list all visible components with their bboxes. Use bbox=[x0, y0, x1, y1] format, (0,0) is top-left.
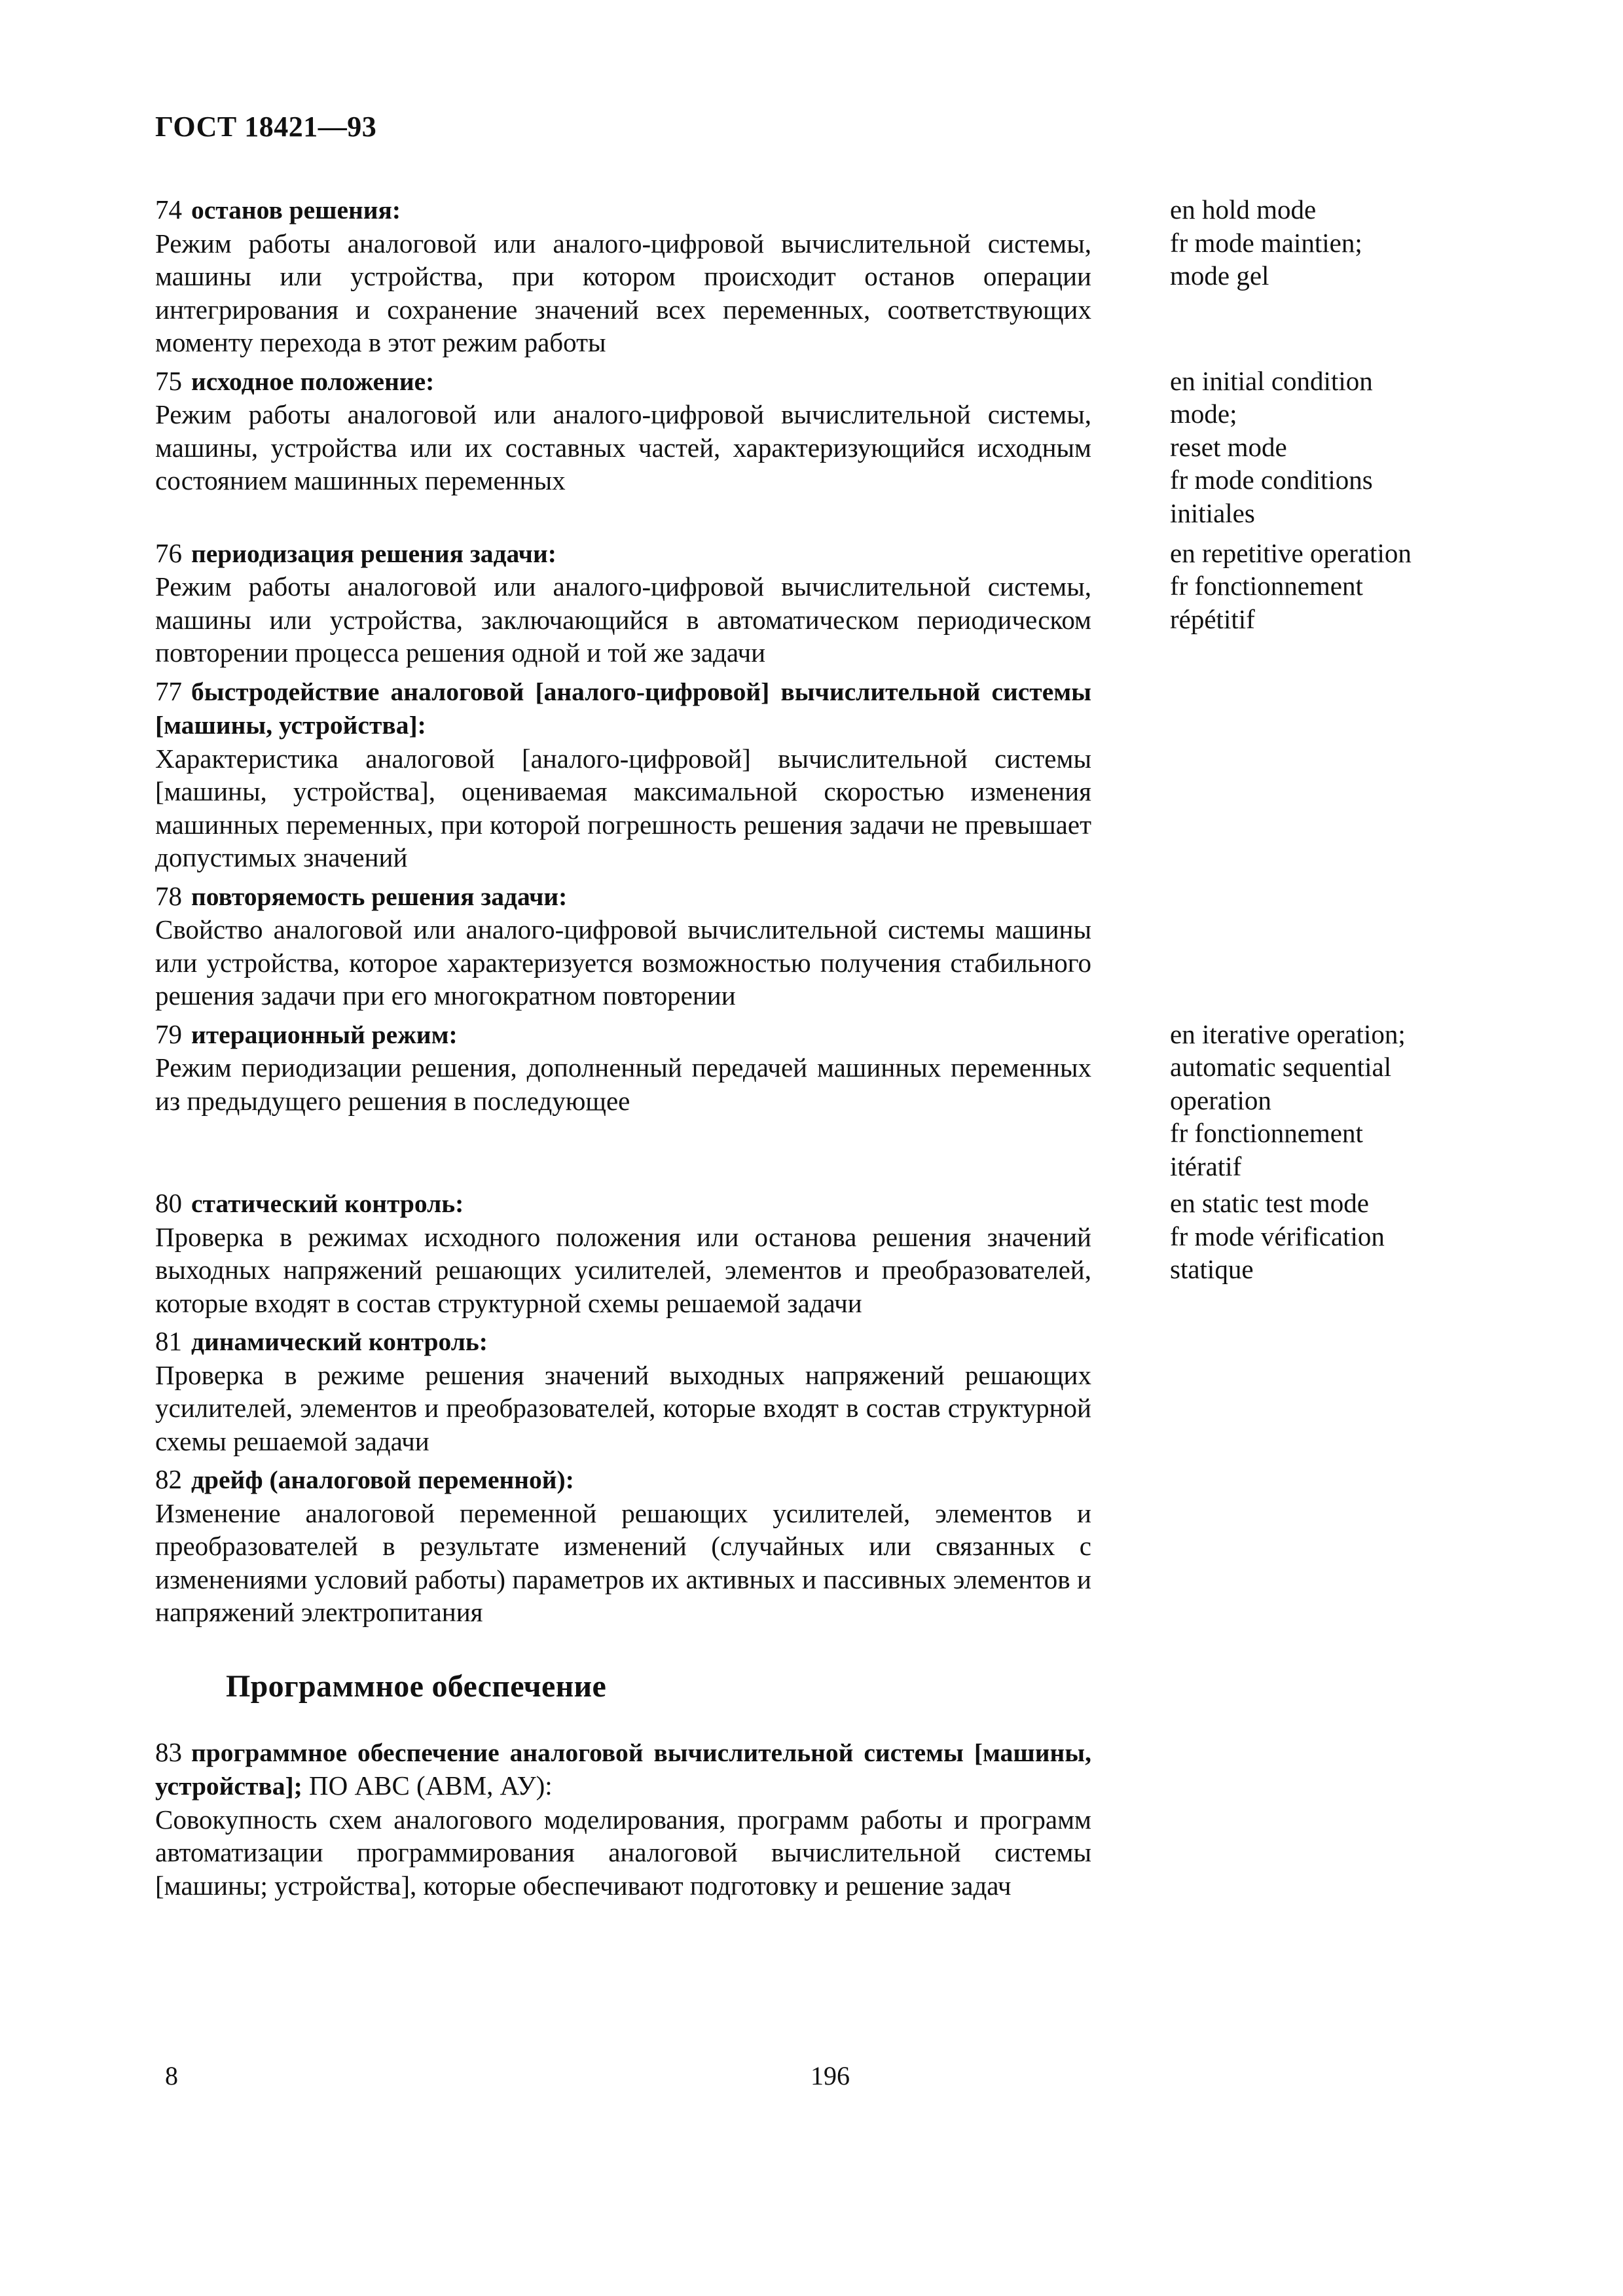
document-header: ГОСТ 18421—93 bbox=[155, 111, 377, 143]
term-name: исходное положение: bbox=[191, 367, 435, 396]
equivalent: fr mode maintien; bbox=[1170, 227, 1362, 258]
term-heading bbox=[155, 1325, 1091, 1359]
section-heading: Программное обеспечение bbox=[226, 1668, 607, 1704]
term-entry-76 bbox=[155, 537, 1465, 670]
term-entry-78 bbox=[155, 880, 1465, 1013]
foreign-equivalents bbox=[1170, 193, 1465, 293]
term-number: 75 bbox=[155, 365, 182, 396]
term-body bbox=[155, 193, 1091, 359]
term-name: повторяемость решения задачи: bbox=[191, 882, 568, 911]
term-body bbox=[155, 537, 1091, 670]
term-definition: Проверка в режиме решения значений выходных напряжений решающих усилителей, элементов и преобразователей, которые входят в состав структурной схемы решаемой задачи bbox=[155, 1359, 1091, 1456]
term-body bbox=[155, 880, 1091, 1013]
sheet-number: 196 bbox=[811, 2061, 850, 2090]
term-heading bbox=[155, 1463, 1091, 1497]
term-definition: Изменение аналоговой переменной решающих усилителей, элементов и преобразователей в результате изменений (случайных или связанных с изменениями условий работы) параметров их активных и пассивных элементов и напряжений электропитания bbox=[155, 1498, 1091, 1627]
term-heading bbox=[155, 537, 1091, 571]
term-heading bbox=[155, 1018, 1091, 1052]
term-definition: Свойство аналоговой или аналого-цифровой вычислительной системы машины или устройства, которое характеризуется возможностью получения стабильного решения задачи при его многократном повторении bbox=[155, 914, 1091, 1011]
term-abbreviation: ПО АВС (АВМ, АУ): bbox=[309, 1770, 553, 1801]
terms-list bbox=[155, 193, 1465, 1907]
foreign-equivalents bbox=[1170, 1018, 1465, 1183]
term-number: 74 bbox=[155, 194, 182, 224]
equivalent: fr fonctionnement bbox=[1170, 1118, 1363, 1148]
equivalent: en static test mode bbox=[1170, 1188, 1369, 1218]
term-heading bbox=[155, 193, 1091, 227]
term-name: динамический контроль: bbox=[191, 1327, 488, 1356]
term-body bbox=[155, 1736, 1091, 1903]
term-name: статический контроль: bbox=[191, 1189, 464, 1218]
equivalent: en iterative operation; bbox=[1170, 1018, 1406, 1049]
equivalent: fr fonctionnement bbox=[1170, 571, 1363, 601]
term-name: дрейф (аналоговой переменной): bbox=[191, 1465, 574, 1494]
equivalent: initiales bbox=[1170, 497, 1255, 528]
foreign-equivalents bbox=[1170, 537, 1465, 636]
term-entry-81 bbox=[155, 1325, 1465, 1458]
term-body bbox=[155, 1325, 1091, 1458]
equivalent: répétitif bbox=[1170, 603, 1255, 634]
equivalent: en repetitive operation bbox=[1170, 537, 1412, 568]
term-name: программное обеспечение аналоговой вычислительной системы [машины, устройства]; bbox=[155, 1738, 1091, 1801]
term-body bbox=[155, 1018, 1091, 1118]
term-body bbox=[155, 365, 1091, 497]
term-number: 81 bbox=[155, 1326, 182, 1356]
term-heading bbox=[155, 880, 1091, 914]
term-entry-77 bbox=[155, 675, 1465, 874]
term-entry-80 bbox=[155, 1187, 1465, 1319]
term-name: останов решения: bbox=[191, 196, 401, 224]
term-number: 82 bbox=[155, 1464, 182, 1494]
equivalent: mode gel bbox=[1170, 260, 1269, 291]
term-number: 76 bbox=[155, 537, 182, 568]
term-entry-74 bbox=[155, 193, 1465, 359]
term-definition: Режим работы аналоговой или аналого-цифровой вычислительной системы, машины или устройства, при котором происходит останов операции интегрирования и сохранение значений всех переменных, соответствующих моменту перехода в этот режим работы bbox=[155, 228, 1091, 357]
term-heading bbox=[155, 365, 1091, 399]
page-number: 8 bbox=[165, 2061, 178, 2090]
term-entry-79 bbox=[155, 1018, 1465, 1181]
equivalent: operation bbox=[1170, 1085, 1271, 1115]
equivalent: itératif bbox=[1170, 1151, 1242, 1181]
term-definition: Режим работы аналоговой или аналого-цифровой вычислительной системы, машины, устройства или их составных частей, характеризующийся исходным состоянием машинных переменных bbox=[155, 399, 1091, 495]
term-definition: Режим периодизации решения, дополненный передачей машинных переменных из предыдущего решения в последующее bbox=[155, 1052, 1091, 1116]
term-number: 83 bbox=[155, 1736, 182, 1767]
term-name: периодизация решения задачи: bbox=[191, 539, 556, 568]
term-body bbox=[155, 1187, 1091, 1319]
term-heading bbox=[155, 675, 1091, 742]
term-definition: Режим работы аналоговой или аналого-цифровой вычислительной системы, машины или устройства, заключающийся в автоматическом периодическом повторении процесса решения одной и той же задачи bbox=[155, 571, 1091, 668]
term-number: 77 bbox=[155, 675, 182, 706]
equivalent: fr mode vérification bbox=[1170, 1221, 1385, 1251]
term-entry-82 bbox=[155, 1463, 1465, 1629]
term-definition: Совокупность схем аналогового моделирования, программ работы и программ автоматизации программирования аналоговой вычислительной системы [машины; устройства], которые обеспечивают подготовку и решение задач bbox=[155, 1804, 1091, 1901]
term-entry-75 bbox=[155, 365, 1465, 528]
equivalent: en initial condition bbox=[1170, 365, 1373, 396]
term-name: итерационный режим: bbox=[191, 1020, 458, 1049]
equivalent: reset mode bbox=[1170, 431, 1287, 462]
term-heading bbox=[155, 1736, 1091, 1803]
equivalent: automatic sequential bbox=[1170, 1052, 1392, 1082]
term-body bbox=[155, 675, 1091, 874]
foreign-equivalents bbox=[1170, 1187, 1465, 1286]
term-number: 78 bbox=[155, 880, 182, 911]
equivalent: statique bbox=[1170, 1254, 1254, 1284]
equivalent: en hold mode bbox=[1170, 194, 1317, 224]
term-body bbox=[155, 1463, 1091, 1629]
term-entry-83 bbox=[155, 1736, 1465, 1903]
term-definition: Характеристика аналоговой [аналого-цифровой] вычислительной системы [машины, устройства], оцениваемая максимальной скоростью изменения машинных переменных, при которой погрешность решения задачи не превышает допустимых значений bbox=[155, 743, 1091, 872]
term-number: 79 bbox=[155, 1018, 182, 1049]
term-definition: Проверка в режимах исходного положения или останова решения значений выходных напряжений решающих усилителей, элементов и преобразователей, которые входят в состав структурной схемы решаемой задачи bbox=[155, 1221, 1091, 1318]
term-number: 80 bbox=[155, 1188, 182, 1218]
term-heading bbox=[155, 1187, 1091, 1221]
foreign-equivalents bbox=[1170, 365, 1465, 530]
equivalent: fr mode conditions bbox=[1170, 465, 1373, 495]
term-name: быстродействие аналоговой [аналого-цифровой] вычислительной системы [машины, устройства]: bbox=[155, 677, 1091, 740]
equivalent: mode; bbox=[1170, 399, 1237, 429]
